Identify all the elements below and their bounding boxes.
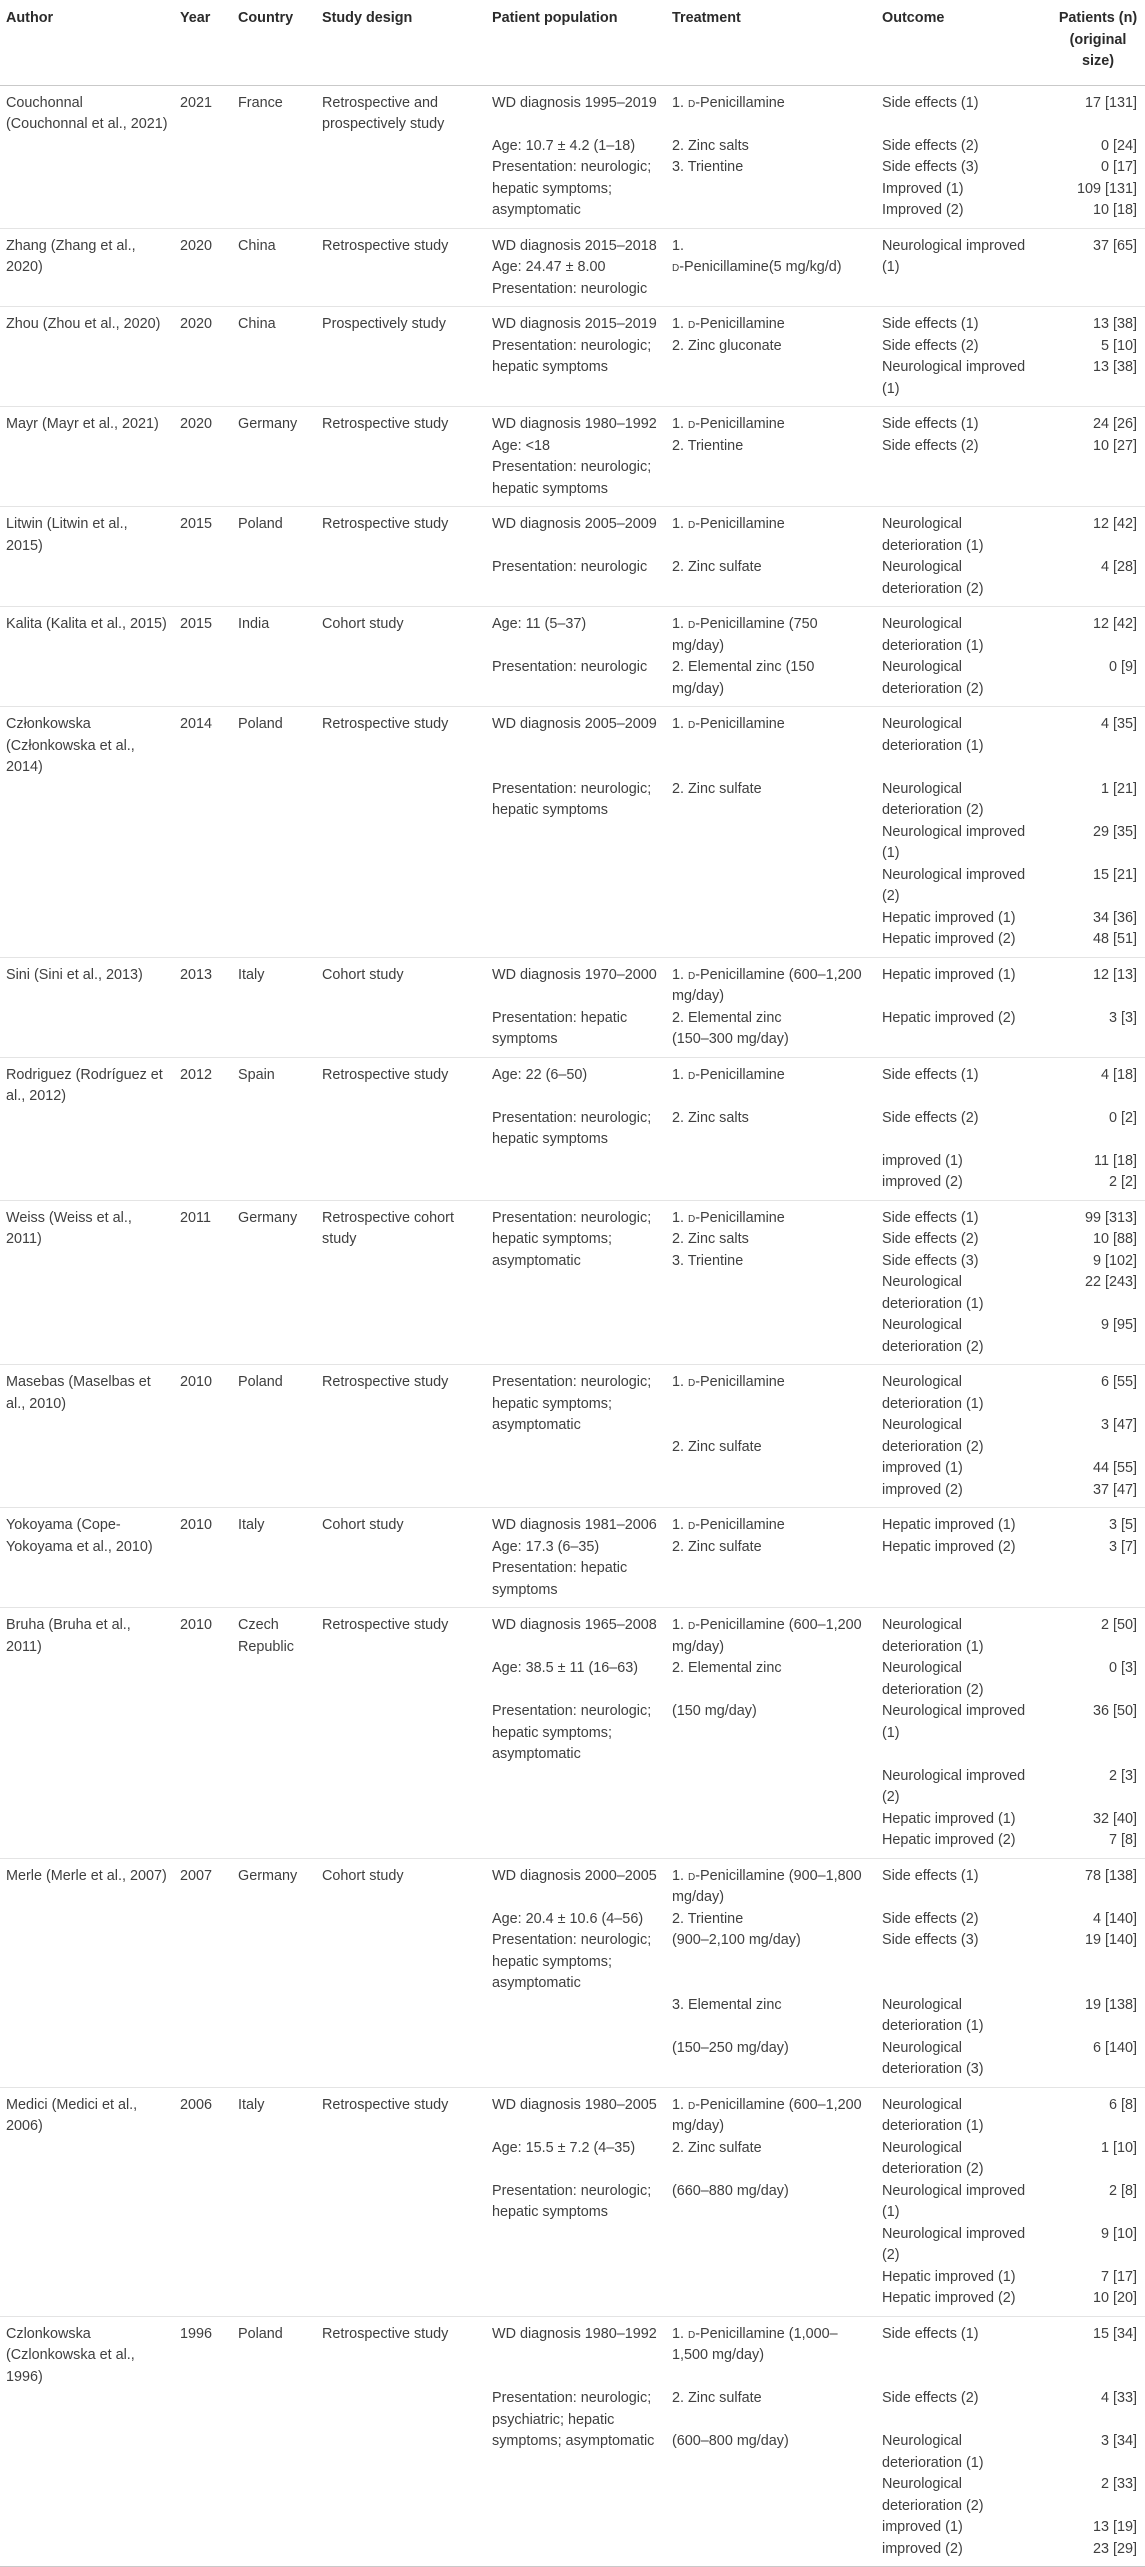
header-year: Year [174,0,232,85]
cell-author: Bruha (Bruha et al., 2011) [0,1608,174,1659]
header-author: Author [0,0,174,85]
cell-study-design: Cohort study [316,1858,486,1909]
cell-study-design-empty [316,1701,486,1858]
cell-study-design-empty [316,557,486,607]
cell-country: Czech Republic [232,1608,316,1659]
cell-study-design-empty [316,1658,486,1701]
cell-population: WD diagnosis 2005–2009 [486,707,666,779]
cell-country-empty [232,157,316,228]
cell-treatment: 1. d-Penicillamine(5 mg/kg/d) [666,228,876,307]
cell-author: Litwin (Litwin et al., 2015) [0,507,174,558]
cell-outcome: Neurological deterioration (2) [882,559,984,597]
cell-population: Presentation: neurologic [492,659,648,675]
table-row [0,657,1145,707]
cell-country: Poland [232,507,316,558]
cell-country: Spain [232,1057,316,1108]
cell-outcome: Side effects (1) Side effects (2) Neurological improved (1) [876,307,1051,407]
cell-patients: 0 [9] [1108,659,1137,675]
cell-author-empty [0,2138,174,2181]
cell-country: India [232,607,316,658]
cell-year-empty [174,657,232,707]
cell-patients: 3 [5] 3 [7] [1051,1508,1145,1608]
cell-study-design: Retrospective study [316,228,486,307]
table-row [0,85,1145,136]
cell-year: 2010 [174,1508,232,1608]
cell-country-empty [232,1701,316,1858]
table-row [0,1909,1145,1995]
table-row [0,1008,1145,1058]
cell-author: Couchonnal (Couchonnal et al., 2021) [6,94,168,132]
cell-author-empty [0,1658,174,1701]
table-row [0,707,1145,779]
cell-study-design: Retrospective study [316,2316,486,2388]
cell-country-empty [232,1008,316,1058]
cell-population: WD diagnosis 1980–1992 Age: <18 Presentation: neurologic; hepatic symptoms [486,407,666,507]
cell-patients: 78 [138] [1051,1858,1145,1909]
cell-year-empty [174,2138,232,2181]
cell-outcome: Side effects (2) Neurological deterioration (1) Neurological deterioration (2) improved (1) improved (2) [876,2388,1051,2567]
table-row [0,779,1145,958]
cell-author: Masebas (Maselbas et al., 2010) [0,1365,174,1508]
cell-country: Germany [232,1858,316,1909]
cell-treatment: 2. Zinc sulfate [672,559,762,575]
cell-study-design-empty [316,1995,486,2088]
cell-population: Presentation: neurologic; hepatic symptoms [492,1109,652,1147]
cell-patients: 2 [8] 9 [10] 7 [17] 10 [20] [1092,2182,1137,2306]
cell-outcome: Neurological improved (1) Neurological improved (2) Hepatic improved (1) Hepatic improved (2) [882,1703,1026,1848]
cell-patients: 13 [38] 5 [10] 13 [38] [1051,307,1145,407]
table-row [0,1365,1145,1508]
cell-study-design-empty [316,657,486,707]
cell-treatment: 1. d-Penicillamine 2. Zinc sulfate [666,1365,876,1508]
cell-study-design: Retrospective cohort study [316,1200,486,1365]
cell-treatment: 2. Zinc sulfate [672,780,762,797]
cell-treatment: 1. d-Penicillamine (1,000–1,500 mg/day) [666,2316,876,2388]
cell-population: Presentation: neurologic [492,559,648,575]
cell-population: Age: 15.5 ± 7.2 (4–35) [492,2139,636,2156]
cell-author-empty [0,157,174,228]
cell-outcome: Side effects (1) [876,1057,1051,1108]
cell-patients: 4 [33] 3 [34] 2 [33] 13 [19] 23 [29] [1051,2388,1145,2567]
cell-year-empty [174,1995,232,2088]
cell-country-empty [232,1658,316,1701]
cell-year-empty [174,136,232,158]
cell-patients: 15 [34] [1051,2316,1145,2388]
cell-population: Presentation: neurologic; hepatic symptoms [492,2182,652,2220]
cell-country: Poland [232,1365,316,1508]
cell-study-design: Retrospective study [316,507,486,558]
table-row [0,407,1145,507]
cell-year: 1996 [174,2316,232,2388]
cell-treatment: 2. Trientine (900–2,100 mg/day) [672,1910,801,1948]
cell-treatment: 1. d-Penicillamine [666,507,876,558]
cell-outcome: Neurological improved (1) [876,228,1051,307]
cell-patients: 0 [17] 109 [131] 10 [18] [1076,159,1137,218]
cell-author: Sini (Sini et al., 2013) [0,957,174,1008]
header-row [0,0,1145,85]
table-row [0,2388,1145,2567]
cell-author: Zhang (Zhang et al., 2020) [0,228,174,307]
cell-country-empty [232,557,316,607]
cell-year: 2020 [174,228,232,307]
cell-treatment: 1. d-Penicillamine [666,707,876,779]
cell-outcome: Neurological deterioration (2) [882,2139,984,2177]
cell-treatment: 1. d-Penicillamine 2. Zinc salts 3. Trientine [666,1200,876,1365]
cell-study-design-empty [316,2388,486,2567]
table-row [0,1200,1145,1365]
cell-country-empty [232,1108,316,1201]
cell-year: 2006 [174,2087,232,2138]
table-row [0,957,1145,1008]
cell-outcome: Neurological deterioration (1) [876,507,1051,558]
cell-population: Age: 22 (6–50) [486,1057,666,1108]
cell-treatment: 1. d-Penicillamine [666,1057,876,1108]
cell-study-design: Retrospective study [316,707,486,779]
cell-patients: 0 [24] [1100,137,1137,154]
table-row [0,2316,1145,2388]
cell-study-design: Cohort study [316,1508,486,1608]
cell-population: Presentation: neurologic; hepatic symptoms; asymptomatic [486,1200,666,1365]
table-row [0,1658,1145,1701]
cell-author-empty [0,2388,174,2567]
cell-population: WD diagnosis 1995–2019 [492,94,657,111]
cell-author: Czlonkowska (Czlonkowska et al., 1996) [0,2316,174,2388]
cell-study-design: Retrospective study [316,407,486,507]
cell-country: China [232,228,316,307]
cell-outcome: Neurological deterioration (1) [876,607,1051,658]
cell-treatment: 1. d-Penicillamine 2. Zinc gluconate [666,307,876,407]
cell-population: Presentation: hepatic symptoms [492,1009,628,1047]
header-patients: Patients (n) (original size) [1051,0,1145,85]
header-country: Country [232,0,316,85]
cell-treatment: 2. Zinc sulfate [672,2139,762,2156]
cell-year-empty [174,779,232,958]
cell-population: Age: 10.7 ± 4.2 (1–18) [492,137,636,154]
cell-year: 2013 [174,957,232,1008]
header-outcome: Outcome [876,0,1051,85]
cell-country: Italy [232,2087,316,2138]
cell-author-empty [0,2181,174,2317]
cell-year-empty [174,557,232,607]
cell-treatment: 1. d-Penicillamine (600–1,200 mg/day) [666,1608,876,1659]
cell-author: Yokoyama (Cope-Yokoyama et al., 2010) [0,1508,174,1608]
cell-country-empty [232,1995,316,2088]
table-row [0,507,1145,558]
cell-patients: 1 [21] 29 [35] 15 [21] 34 [36] 48 [51] [1092,780,1137,947]
table-row [0,2087,1145,2138]
cell-outcome: Side effects (3) Improved (1) Improved (2) [882,159,979,218]
cell-country: Germany [232,1200,316,1365]
cell-year-empty [174,2181,232,2317]
cell-population: WD diagnosis 2005–2009 [486,507,666,558]
cell-year-empty [174,1701,232,1858]
cell-author-empty [0,1909,174,1995]
cell-population: Presentation: neurologic; hepatic symptoms [492,780,652,818]
cell-patients: 37 [65] [1051,228,1145,307]
cell-outcome: Side effects (1) Side effects (2) Side effects (3) Neurological deterioration (1) Neurological deterioration (2) [876,1200,1051,1365]
cell-outcome: Side effects (2) improved (1) improved (2) [882,1109,979,1190]
cell-year: 2007 [174,1858,232,1909]
cell-outcome: Hepatic improved (2) [882,1009,1016,1026]
cell-year: 2011 [174,1200,232,1365]
cell-patients: 2 [50] [1051,1608,1145,1659]
cell-study-design: Retrospective study [316,2087,486,2138]
cell-country: France [238,94,283,111]
cell-country: Poland [232,707,316,779]
cell-study-design: Retrospective study [316,1057,486,1108]
cell-patients: 19 [138] 6 [140] [1084,1996,1137,2056]
cell-author-empty [0,136,174,158]
cell-population: WD diagnosis 1965–2008 [486,1608,666,1659]
cell-population: Presentation: neurologic; hepatic symptoms; asymptomatic [486,1365,666,1508]
cell-country-empty [232,2181,316,2317]
cell-study-design-empty [316,157,486,228]
cell-patients: 4 [35] [1051,707,1145,779]
cell-outcome: Neurological deterioration (1) [876,1608,1051,1659]
cell-outcome: Neurological deterioration (1) [876,707,1051,779]
cell-patients: 17 [131] [1084,94,1137,111]
cell-population: Age: 20.4 ± 10.6 (4–56) Presentation: neurologic; hepatic symptoms; asymptomatic [492,1910,652,1991]
cell-patients: 1 [10] [1100,2139,1137,2156]
cell-population: WD diagnosis 2015–2018 Age: 24.47 ± 8.00 Presentation: neurologic [486,228,666,307]
table-row [0,1858,1145,1909]
cell-outcome: Hepatic improved (1) [876,957,1051,1008]
table-row [0,2138,1145,2181]
cell-year: 2015 [174,607,232,658]
cell-country: China [232,307,316,407]
cell-year: 2014 [174,707,232,779]
cell-country-empty [232,1909,316,1995]
cell-year: 2015 [174,507,232,558]
cell-year: 2020 [174,407,232,507]
cell-population: Age: 38.5 ± 11 (16–63) [492,1660,639,1676]
table-row [0,557,1145,607]
cell-patients: 12 [42] [1051,607,1145,658]
table-row [0,1701,1145,1858]
table-row [0,1057,1145,1108]
table-row [0,157,1145,228]
table-row [0,1108,1145,1201]
cell-year-empty [174,1008,232,1058]
cell-treatment: 2. Elemental zinc [672,1660,782,1676]
cell-population: Presentation: neurologic; psychiatric; hepatic symptoms; asymptomatic [486,2388,666,2567]
cell-patients: 4 [18] [1051,1057,1145,1108]
cell-outcome: Side effects (2) [882,137,979,154]
cell-country-empty [232,657,316,707]
cell-country: Italy [232,957,316,1008]
cell-author: Merle (Merle et al., 2007) [0,1858,174,1909]
cell-patients: 12 [42] [1051,507,1145,558]
cell-country-empty [232,779,316,958]
cell-year-empty [174,1909,232,1995]
cell-study-design-empty [316,1909,486,1995]
cell-outcome: Neurological deterioration (2) [882,1660,984,1698]
cell-population: Age: 11 (5–37) [486,607,666,658]
cell-country: Poland [232,2316,316,2388]
cell-population: Presentation: neurologic; hepatic symptoms; asymptomatic [492,1703,652,1762]
cell-treatment: 2. Elemental zinc (150 mg/day) [672,659,815,697]
table-row [0,1995,1145,2088]
cell-outcome: Side effects (2) Side effects (3) [882,1910,979,1948]
cell-study-design-empty [316,136,486,158]
cell-treatment: 1. d-Penicillamine (600–1,200 mg/day) [666,957,876,1008]
cell-patients: 0 [3] [1108,1660,1137,1676]
cell-study-design-empty [316,2181,486,2317]
cell-author-empty [0,779,174,958]
cell-country-empty [232,2388,316,2567]
cell-year: 2020 [174,307,232,407]
cell-author-empty [0,1995,174,2088]
cell-outcome: Neurological deterioration (1) [876,2087,1051,2138]
table-row [0,607,1145,658]
cell-treatment: 1. d-Penicillamine 2. Trientine [666,407,876,507]
cell-patients: 6 [55] 3 [47] 44 [55] 37 [47] [1051,1365,1145,1508]
cell-population: WD diagnosis 2015–2019 Presentation: neurologic; hepatic symptoms [486,307,666,407]
cell-study-design-empty [316,1108,486,1201]
cell-year: 2012 [174,1057,232,1108]
table-row [0,307,1145,407]
cell-study-design: Retrospective study [316,1365,486,1508]
cell-population: WD diagnosis 1970–2000 [486,957,666,1008]
cell-patients: 36 [50] 2 [3] 32 [40] 7 [8] [1092,1703,1137,1848]
cell-year-empty [174,157,232,228]
cell-author: Kalita (Kalita et al., 2015) [0,607,174,658]
cell-outcome: Side effects (1) Side effects (2) [876,407,1051,507]
cell-treatment: 2. Zinc salts [672,137,749,154]
header-treatment: Treatment [666,0,876,85]
cell-author-empty [0,1008,174,1058]
cell-author: Medici (Medici et al., 2006) [0,2087,174,2138]
cell-population: WD diagnosis 1981–2006 Age: 17.3 (6–35) Presentation: hepatic symptoms [486,1508,666,1608]
cell-author: Mayr (Mayr et al., 2021) [0,407,174,507]
cell-population [486,1995,666,2088]
cell-outcome: Neurological deterioration (2) Neurological improved (1) Neurological improved (2) Hepatic improved (1) Hepatic improved (2) [882,780,1026,947]
cell-treatment: 1. d-Penicillamine (900–1,800 mg/day) [666,1858,876,1909]
cell-outcome: Neurological deterioration (1) Neurological deterioration (2) improved (1) improved (2) [876,1365,1051,1508]
cell-treatment: (660–880 mg/day) [672,2182,789,2199]
cell-study-design-empty [316,1008,486,1058]
table-row [0,228,1145,307]
cell-author: Zhou (Zhou et al., 2020) [0,307,174,407]
cell-year-empty [174,1658,232,1701]
cell-author-empty [0,657,174,707]
cell-patients: 6 [8] [1051,2087,1145,2138]
cell-treatment: 2. Zinc sulfate (600–800 mg/day) [666,2388,876,2567]
header-patient-population: Patient population [486,0,666,85]
cell-country: Italy [232,1508,316,1608]
cell-outcome: Neurological improved (1) Neurological improved (2) Hepatic improved (1) Hepatic improved (2) [882,2182,1026,2306]
cell-country: Germany [232,407,316,507]
cell-patients: 99 [313] 10 [88] 9 [102] 22 [243] 9 [95] [1051,1200,1145,1365]
cell-treatment: 2. Elemental zinc (150–300 mg/day) [672,1009,789,1047]
cell-treatment: 3. Trientine [672,159,744,175]
cell-author: Członkowska (Członkowska et al., 2014) [0,707,174,779]
cell-study-design: Prospectively study [316,307,486,407]
table-row [0,1508,1145,1608]
cell-study-design: Cohort study [316,957,486,1008]
cell-outcome: Hepatic improved (1) Hepatic improved (2) [876,1508,1051,1608]
cell-author-empty [0,1701,174,1858]
cell-study-design-empty [316,779,486,958]
cell-patients: 24 [26] 10 [27] [1051,407,1145,507]
cell-study-design: Cohort study [316,607,486,658]
cell-outcome: Neurological deterioration (1) Neurological deterioration (3) [882,1996,984,2077]
cell-population: Presentation: neurologic; hepatic symptoms; asymptomatic [492,159,652,218]
cell-year: 2010 [174,1365,232,1508]
header-study-design: Study design [316,0,486,85]
cell-outcome: Neurological deterioration (2) [882,659,984,697]
cell-treatment: 1. d-Penicillamine (750 mg/day) [666,607,876,658]
cell-treatment: 3. Elemental zinc (150–250 mg/day) [672,1996,789,2056]
cell-population: WD diagnosis 1980–2005 [486,2087,666,2138]
cell-author-empty [0,557,174,607]
cell-study-design: Retrospective study [316,1608,486,1659]
cell-year: 2021 [180,94,213,111]
cell-patients: 4 [140] 19 [140] [1084,1910,1137,1948]
cell-patients: 12 [13] [1051,957,1145,1008]
cell-patients: 0 [2] 11 [18] 2 [2] [1094,1109,1137,1190]
cell-outcome: Side effects (1) [876,1858,1051,1909]
cell-study-design: Retrospective and prospectively study [322,94,445,132]
cell-population: WD diagnosis 1980–1992 [486,2316,666,2388]
cell-author: Weiss (Weiss et al., 2011) [0,1200,174,1365]
cell-treatment: 1. d-Penicillamine [672,94,785,111]
cell-author-empty [0,1108,174,1201]
cell-patients: 3 [3] [1108,1009,1137,1026]
cell-year-empty [174,1108,232,1201]
cell-author: Rodriguez (Rodríguez et al., 2012) [0,1057,174,1108]
cell-treatment: 1. d-Penicillamine (600–1,200 mg/day) [666,2087,876,2138]
cell-treatment: (150 mg/day) [672,1703,757,1719]
cell-country-empty [232,136,316,158]
cell-country-empty [232,2138,316,2181]
table-row [0,136,1145,158]
table-row [0,2181,1145,2317]
cell-study-design-empty [316,2138,486,2181]
cell-patients: 4 [28] [1100,559,1137,575]
cell-outcome: Side effects (1) [876,2316,1051,2388]
cell-outcome: Side effects (1) [882,94,979,111]
cell-treatment: 1. d-Penicillamine 2. Zinc sulfate [666,1508,876,1608]
cell-year: 2010 [174,1608,232,1659]
cell-population: WD diagnosis 2000–2005 [486,1858,666,1909]
cell-year-empty [174,2388,232,2567]
table-row [0,1608,1145,1659]
cell-treatment: 2. Zinc salts [672,1109,749,1126]
